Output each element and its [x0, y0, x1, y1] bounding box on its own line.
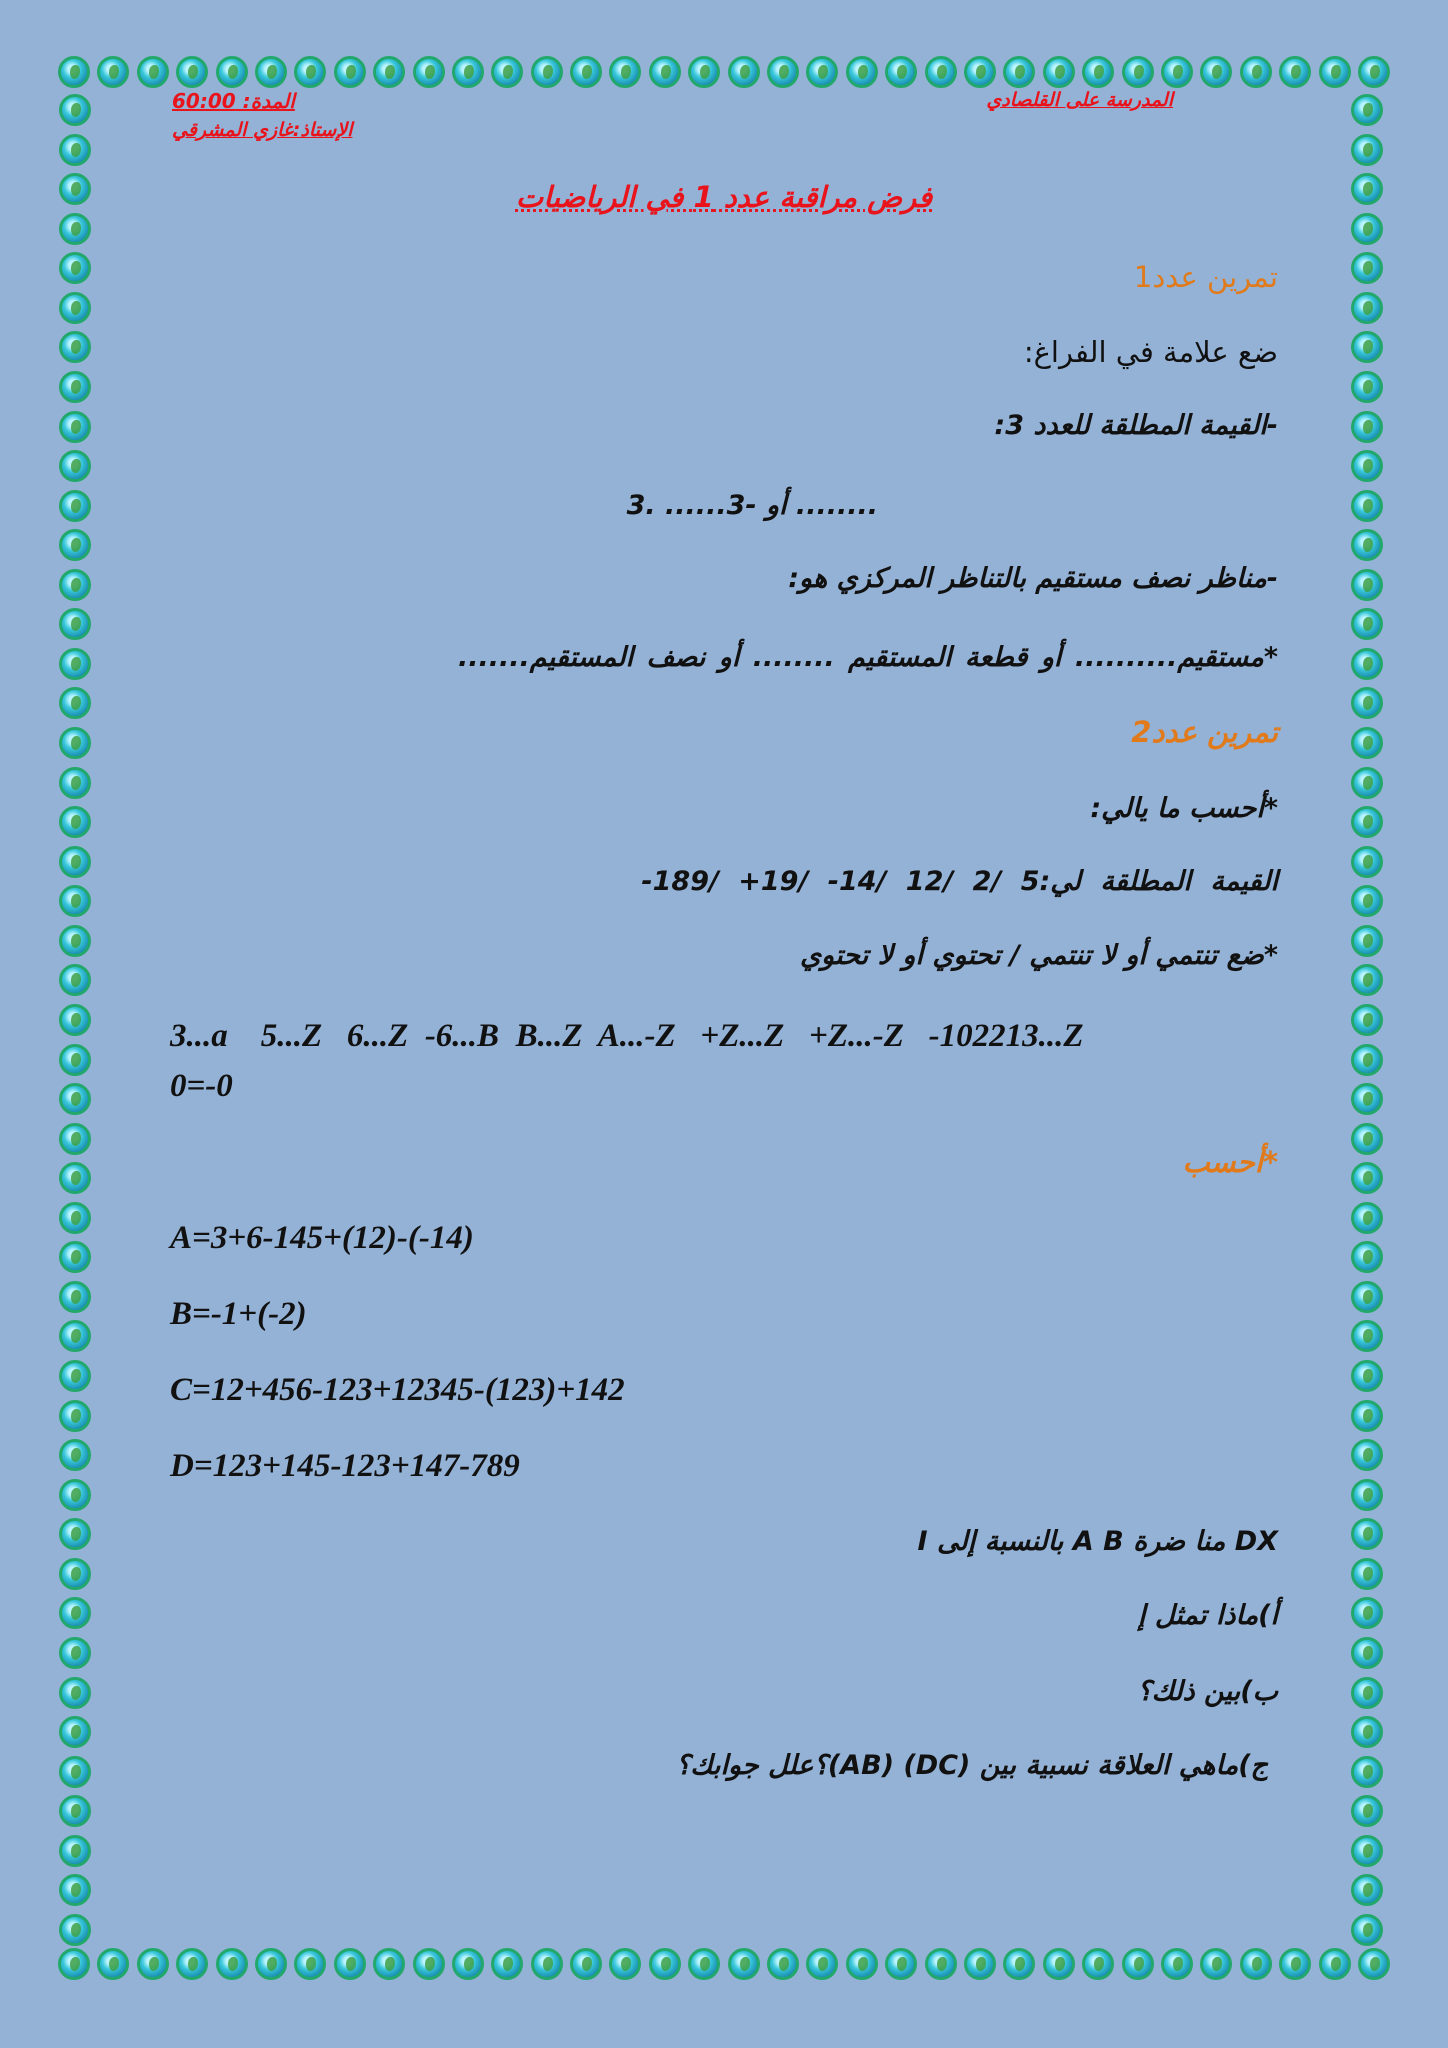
- globe-icon: [925, 56, 957, 88]
- globe-icon: [846, 1948, 878, 1980]
- question-b: ب)بين ذلك؟: [1137, 1676, 1278, 1707]
- globe-icon: [846, 56, 878, 88]
- globe-icon: [1351, 450, 1383, 482]
- globe-icon: [1351, 213, 1383, 245]
- globe-icon: [59, 1479, 91, 1511]
- globe-icon: [1351, 806, 1383, 838]
- globe-icon: [59, 846, 91, 878]
- globe-icon: [1279, 56, 1311, 88]
- globe-icon: [452, 1948, 484, 1980]
- globe-icon: [1351, 727, 1383, 759]
- globe-icon: [688, 1948, 720, 1980]
- question-a: أ)ماذا تمثل إ: [1137, 1600, 1278, 1631]
- ex1-heading: تمرين عدد1: [1133, 260, 1278, 294]
- globe-icon: [294, 56, 326, 88]
- globe-icon: [59, 1281, 91, 1313]
- globe-icon: [1351, 1716, 1383, 1748]
- globe-icon: [1351, 1835, 1383, 1867]
- globe-icon: [1351, 885, 1383, 917]
- globe-icon: [1351, 687, 1383, 719]
- globe-icon: [1351, 411, 1383, 443]
- globe-icon: [609, 56, 641, 88]
- globe-icon: [806, 1948, 838, 1980]
- globe-icon: [334, 56, 366, 88]
- globe-icon: [925, 1948, 957, 1980]
- globe-icon: [255, 1948, 287, 1980]
- globe-icon: [688, 56, 720, 88]
- globe-icon: [1351, 1162, 1383, 1194]
- globe-icon: [137, 56, 169, 88]
- globe-icon: [59, 608, 91, 640]
- globe-icon: [964, 56, 996, 88]
- globe-icon: [1319, 1948, 1351, 1980]
- ex2-heading: تمرين عدد2: [1131, 715, 1278, 749]
- ex1-question-2-options: *مستقيم.......... أو قطعة المستقيم ........ أو نصف المستقيم.......: [457, 642, 1278, 673]
- globe-icon: [609, 1948, 641, 1980]
- globe-icon: [59, 1558, 91, 1590]
- globe-icon: [59, 806, 91, 838]
- globe-icon: [1351, 1874, 1383, 1906]
- globe-icon: [1200, 1948, 1232, 1980]
- globe-icon: [1351, 1320, 1383, 1352]
- globe-icon: [1161, 56, 1193, 88]
- ex1-question-2: -مناظر نصف مستقيم بالتناظر المركزي هو:: [788, 563, 1278, 594]
- globe-icon: [59, 252, 91, 284]
- globe-icon: [59, 529, 91, 561]
- globe-icon: [58, 56, 90, 88]
- globe-icon: [59, 1400, 91, 1432]
- border-bottom: [58, 1948, 1390, 1986]
- globe-icon: [1003, 1948, 1035, 1980]
- expression-b: B=-1+(-2): [170, 1296, 307, 1332]
- globe-icon: [1200, 56, 1232, 88]
- globe-icon: [59, 1716, 91, 1748]
- globe-icon: [728, 1948, 760, 1980]
- globe-icon: [1351, 1558, 1383, 1590]
- globe-icon: [59, 1202, 91, 1234]
- globe-icon: [413, 1948, 445, 1980]
- globe-icon: [59, 1677, 91, 1709]
- globe-icon: [216, 1948, 248, 1980]
- globe-icon: [1351, 1004, 1383, 1036]
- globe-icon: [59, 1004, 91, 1036]
- globe-icon: [1358, 1948, 1390, 1980]
- globe-icon: [1351, 1360, 1383, 1392]
- globe-icon: [59, 569, 91, 601]
- globe-icon: [59, 687, 91, 719]
- globe-icon: [649, 1948, 681, 1980]
- globe-icon: [1351, 648, 1383, 680]
- globe-icon: [452, 56, 484, 88]
- globe-icon: [59, 1241, 91, 1273]
- globe-icon: [59, 1083, 91, 1115]
- globe-icon: [373, 56, 405, 88]
- globe-icon: [767, 1948, 799, 1980]
- duration: المدة: 60:00: [172, 89, 295, 113]
- globe-icon: [216, 56, 248, 88]
- globe-icon: [1351, 1123, 1383, 1155]
- globe-icon: [1082, 56, 1114, 88]
- globe-icon: [59, 964, 91, 996]
- globe-icon: [649, 56, 681, 88]
- ex2-absolute-values: القيمة المطلقة لي:5 /2 /12 /14- /19+ /189-: [641, 866, 1278, 897]
- expression-a: A=3+6-145+(12)-(-14): [170, 1220, 474, 1256]
- globe-icon: [176, 1948, 208, 1980]
- globe-icon: [59, 1637, 91, 1669]
- globe-icon: [59, 1518, 91, 1550]
- ex1-question-1-options: 3. ......أو -3 ........: [626, 490, 878, 521]
- globe-icon: [59, 1360, 91, 1392]
- globe-icon: [531, 56, 563, 88]
- globe-icon: [1351, 529, 1383, 561]
- globe-icon: [1351, 767, 1383, 799]
- globe-icon: [885, 56, 917, 88]
- globe-icon: [491, 1948, 523, 1980]
- globe-icon: [59, 411, 91, 443]
- globe-icon: [1351, 1439, 1383, 1471]
- globe-icon: [1351, 371, 1383, 403]
- globe-icon: [1351, 1241, 1383, 1273]
- globe-icon: [334, 1948, 366, 1980]
- globe-icon: [1351, 292, 1383, 324]
- globe-icon: [255, 56, 287, 88]
- globe-icon: [59, 490, 91, 522]
- globe-icon: [59, 1597, 91, 1629]
- globe-icon: [1351, 846, 1383, 878]
- globe-icon: [413, 56, 445, 88]
- globe-icon: [570, 56, 602, 88]
- globe-icon: [1351, 1756, 1383, 1788]
- globe-icon: [1351, 1914, 1383, 1946]
- globe-icon: [1351, 1479, 1383, 1511]
- globe-icon: [1351, 1677, 1383, 1709]
- globe-icon: [59, 727, 91, 759]
- globe-icon: [1351, 1281, 1383, 1313]
- globe-icon: [59, 1914, 91, 1946]
- ex2-compute-heading: *أحسب: [1182, 1145, 1278, 1179]
- border-left: [59, 94, 97, 1946]
- globe-icon: [59, 134, 91, 166]
- globe-icon: [1319, 56, 1351, 88]
- globe-icon: [59, 1123, 91, 1155]
- globe-icon: [59, 1439, 91, 1471]
- globe-icon: [59, 94, 91, 126]
- globe-icon: [570, 1948, 602, 1980]
- globe-icon: [806, 56, 838, 88]
- globe-icon: [1351, 1597, 1383, 1629]
- globe-icon: [1351, 1400, 1383, 1432]
- globe-icon: [728, 56, 760, 88]
- globe-icon: [1351, 925, 1383, 957]
- globe-icon: [964, 1948, 996, 1980]
- symmetry-line: DX منا ضرة A B بالنسبة إلى I: [917, 1526, 1278, 1557]
- globe-icon: [1122, 56, 1154, 88]
- globe-icon: [1279, 1948, 1311, 1980]
- globe-icon: [97, 56, 129, 88]
- globe-icon: [59, 1162, 91, 1194]
- ex2-calc-prompt: *أحسب ما يالي:: [1090, 793, 1278, 824]
- globe-icon: [59, 1320, 91, 1352]
- expression-d: D=123+145-123+147-789: [170, 1448, 520, 1484]
- globe-icon: [885, 1948, 917, 1980]
- globe-icon: [176, 56, 208, 88]
- globe-icon: [1351, 1637, 1383, 1669]
- globe-icon: [59, 1795, 91, 1827]
- globe-icon: [1351, 1044, 1383, 1076]
- globe-icon: [59, 1874, 91, 1906]
- globe-icon: [59, 648, 91, 680]
- globe-icon: [1351, 1518, 1383, 1550]
- ex2-belong-prompt: *ضع تنتمي أو لا تنتمي / تحتوي أو لا تحتوي: [800, 940, 1278, 971]
- globe-icon: [1351, 94, 1383, 126]
- globe-icon: [137, 1948, 169, 1980]
- globe-icon: [1082, 1948, 1114, 1980]
- globe-icon: [97, 1948, 129, 1980]
- globe-icon: [373, 1948, 405, 1980]
- globe-icon: [59, 885, 91, 917]
- question-c: ج)ماهي العلاقة نسبية بين (DC) (AB)؟علل جوابك؟: [675, 1750, 1268, 1781]
- globe-icon: [59, 925, 91, 957]
- globe-icon: [1351, 608, 1383, 640]
- globe-icon: [59, 1756, 91, 1788]
- globe-icon: [1351, 569, 1383, 601]
- page-title: فرض مراقبة عدد 1 في الرياضيات: [515, 180, 933, 214]
- globe-icon: [1358, 56, 1390, 88]
- globe-icon: [1351, 490, 1383, 522]
- globe-icon: [1122, 1948, 1154, 1980]
- teacher-name: الإستاذ:غازي المشرقي: [172, 119, 353, 141]
- globe-icon: [1351, 252, 1383, 284]
- globe-icon: [1351, 134, 1383, 166]
- expression-c: C=12+456-123+12345-(123)+142: [170, 1372, 625, 1408]
- globe-icon: [531, 1948, 563, 1980]
- globe-icon: [1351, 1795, 1383, 1827]
- globe-icon: [491, 56, 523, 88]
- globe-icon: [1161, 1948, 1193, 1980]
- globe-icon: [59, 1835, 91, 1867]
- school-name: المدرسة على القلصادي: [986, 89, 1173, 111]
- globe-icon: [1043, 56, 1075, 88]
- globe-icon: [294, 1948, 326, 1980]
- globe-icon: [1240, 56, 1272, 88]
- globe-icon: [59, 331, 91, 363]
- ex2-belong-line-1: 3...a 5...Z 6...Z -6...B B...Z A...-Z +Z...Z +Z...-Z -102213...Z: [170, 1018, 1084, 1054]
- globe-icon: [59, 450, 91, 482]
- globe-icon: [1351, 331, 1383, 363]
- ex1-question-1: -القيمة المطلقة للعدد 3:: [994, 410, 1278, 441]
- globe-icon: [58, 1948, 90, 1980]
- globe-icon: [767, 56, 799, 88]
- globe-icon: [59, 292, 91, 324]
- globe-icon: [59, 371, 91, 403]
- globe-icon: [1351, 1083, 1383, 1115]
- border-right: [1351, 94, 1389, 1946]
- globe-icon: [59, 213, 91, 245]
- globe-icon: [1351, 1202, 1383, 1234]
- globe-icon: [1043, 1948, 1075, 1980]
- globe-icon: [59, 767, 91, 799]
- globe-icon: [1240, 1948, 1272, 1980]
- ex1-instruction: ضع علامة في الفراغ:: [1023, 335, 1278, 369]
- globe-icon: [59, 1044, 91, 1076]
- ex2-belong-line-2: 0=-0: [170, 1068, 233, 1104]
- globe-icon: [1351, 964, 1383, 996]
- globe-icon: [1003, 56, 1035, 88]
